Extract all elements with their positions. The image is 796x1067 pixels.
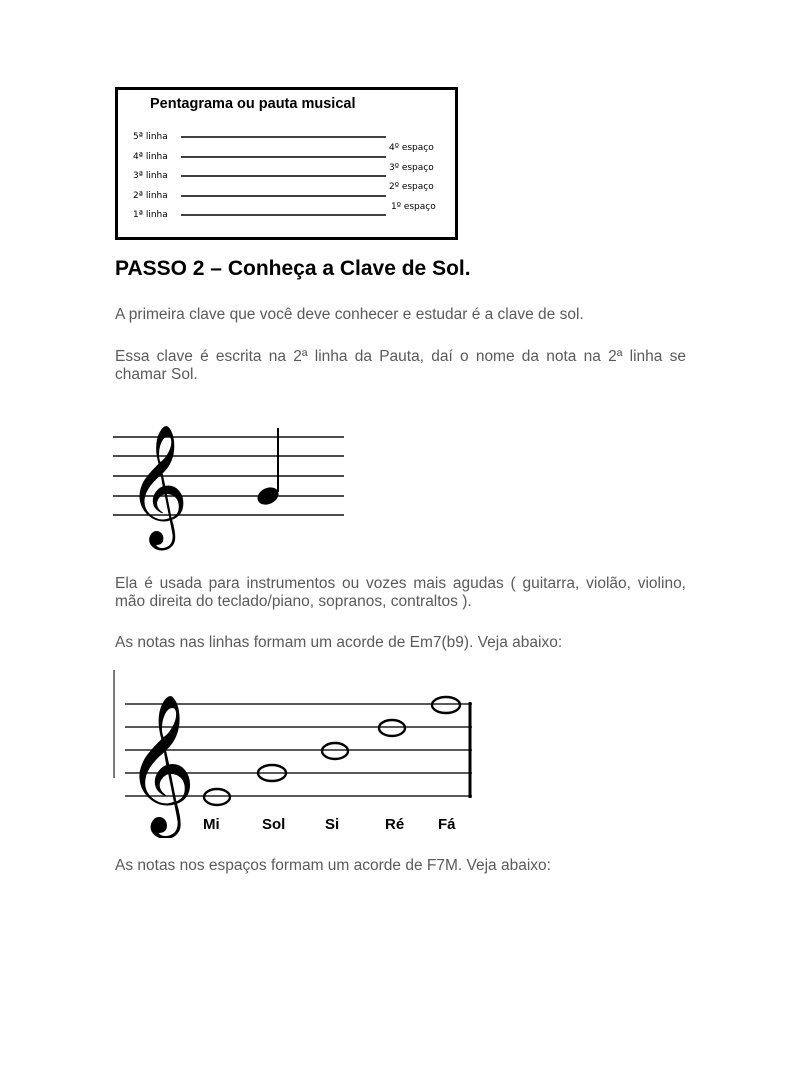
- treble-clef-icon: 𝄞: [125, 694, 196, 833]
- note-si: [322, 743, 348, 759]
- note-mi: [204, 789, 230, 805]
- note-label-fa: Fá: [438, 816, 456, 833]
- note-re: [379, 720, 405, 736]
- paragraph-spaces-chord: As notas nos espaços formam um acorde de F7M. Veja abaixo:: [115, 857, 551, 874]
- space-label-2: 2º espaço: [389, 182, 434, 192]
- paragraph-second-line: Essa clave é escrita na 2ª linha da Pauta, daí o nome da nota na 2ª linha se chamar Sol.: [115, 348, 686, 383]
- note-label-re: Ré: [385, 816, 405, 833]
- note-label-si: Si: [325, 816, 340, 833]
- space-label-3: 3º espaço: [389, 163, 434, 173]
- note-fa: [432, 697, 460, 713]
- paragraph-intro: A primeira clave que você deve conhecer e estudar é a clave de sol.: [115, 306, 584, 323]
- line-notes-figure: [113, 668, 475, 838]
- staff-diagram-title: Pentagrama ou pauta musical: [150, 96, 356, 112]
- line-label-3: 3ª linha: [133, 171, 168, 181]
- line-label-2: 2ª linha: [133, 191, 168, 201]
- line-label-1: 1ª linha: [133, 210, 168, 220]
- line-label-5: 5ª linha: [133, 132, 168, 142]
- space-label-4: 4º espaço: [389, 143, 434, 153]
- space-label-1: 1º espaço: [391, 202, 436, 212]
- note-label-sol: Sol: [262, 816, 286, 833]
- paragraph-lines-chord: As notas nas linhas formam um acorde de Em7(b9). Veja abaixo:: [115, 634, 563, 651]
- staff-diagram: [115, 87, 458, 240]
- treble-clef-figure: [113, 402, 348, 554]
- section-heading: PASSO 2 – Conheça a Clave de Sol.: [115, 257, 471, 280]
- paragraph-usage: Ela é usada para instrumentos ou vozes mais agudas ( guitarra, violão, violino, mão direita do teclado/piano, sopranos, contraltos ).: [115, 575, 686, 610]
- line-label-4: 4ª linha: [133, 152, 168, 162]
- note-label-mi: Mi: [203, 816, 220, 833]
- treble-clef-icon: 𝄞: [127, 423, 189, 545]
